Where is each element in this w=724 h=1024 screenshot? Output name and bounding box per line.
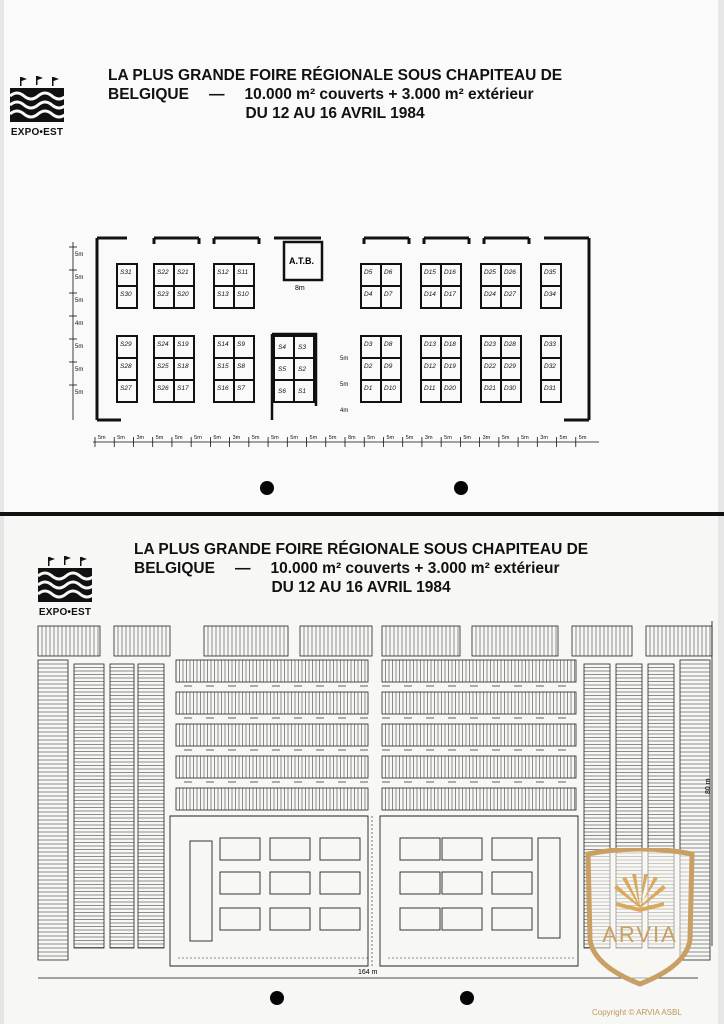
dimension-lines (69, 242, 599, 447)
stand-label: S21 (177, 269, 189, 276)
stand-label: S27 (120, 385, 132, 392)
stand-label: S4 (278, 344, 286, 351)
stand-label: D19 (444, 363, 456, 370)
title-line-2-left: BELGIQUE (134, 560, 215, 577)
stand-block (400, 872, 440, 894)
stand-label: S28 (120, 363, 132, 370)
title-line-1: LA PLUS GRANDE FOIRE RÉGIONALE SOUS CHAPITEAU DE (134, 541, 589, 558)
stand-block (442, 908, 482, 930)
stand-column (74, 664, 104, 948)
dimension-label: 5m (386, 435, 395, 441)
stand-block (270, 908, 310, 930)
stand-label: D26 (504, 269, 516, 276)
atb-label: A.T.B. (289, 256, 315, 266)
width-label: 164 m (358, 969, 378, 976)
title-line-2-right: 10.000 m² couverts + 3.000 m² extérieur (244, 86, 534, 103)
stand-label: D17 (444, 291, 456, 298)
page-title (108, 66, 562, 123)
stand-row (176, 724, 368, 746)
logo-waves-icon (36, 554, 94, 606)
dimension-label: 5m (559, 435, 568, 441)
dimension-label: 5m (75, 275, 84, 281)
stand-label: D1 (364, 385, 373, 392)
dimension-label: 5m (444, 435, 452, 441)
title-line-3: DU 12 AU 16 AVRIL 1984 (271, 579, 451, 596)
expo-est-logo (8, 74, 66, 138)
stand-label: D28 (504, 341, 516, 348)
dimension-label: 5m (328, 435, 337, 441)
stand-block (270, 838, 310, 860)
stand-label: D35 (544, 269, 556, 276)
height-label: 80 m (705, 778, 712, 794)
stand-block (492, 908, 532, 930)
dimension-label: 4m (340, 408, 349, 414)
stand-label: S20 (177, 291, 189, 298)
stand-label: D20 (444, 385, 456, 392)
stand-label: S31 (120, 269, 132, 276)
stand-row (382, 756, 576, 778)
stand-label: S16 (217, 385, 229, 392)
dimension-label: 5m (290, 435, 298, 441)
stand-row (176, 692, 368, 714)
stand-label: S23 (157, 291, 169, 298)
stand-label: S3 (298, 344, 306, 351)
dimension-label: 5m (155, 435, 164, 441)
dimension-label: 5m (98, 435, 106, 441)
dimension-label: 5m (367, 435, 375, 441)
stand-block (320, 908, 360, 930)
stand-label: S24 (157, 341, 169, 348)
arvia-watermark-shield (582, 848, 698, 988)
stand-block (400, 908, 440, 930)
dimension-label: 5m (174, 435, 183, 441)
title-line-1: LA PLUS GRANDE FOIRE RÉGIONALE SOUS CHAPITEAU DE (108, 67, 563, 84)
stand-block (320, 838, 360, 860)
perimeter-stands (300, 626, 372, 656)
stand-label: D27 (504, 291, 516, 298)
stand-label: S10 (237, 291, 249, 298)
title-line-2-right: 10.000 m² couverts + 3.000 m² extérieur (270, 560, 560, 577)
stand-label: S29 (120, 341, 132, 348)
stand-label: D30 (504, 385, 516, 392)
stand-label: S17 (177, 385, 189, 392)
stand-block (190, 841, 212, 941)
perimeter-stands (472, 626, 558, 656)
title-line-2-left: BELGIQUE (108, 86, 189, 103)
stand-label: S6 (278, 388, 286, 395)
dimension-label: 5m (75, 390, 84, 396)
stand-label: D10 (384, 385, 396, 392)
dimension-label: 5m (463, 435, 472, 441)
stand-label: S13 (217, 291, 229, 298)
stand-column (110, 664, 134, 948)
stand-label: D21 (484, 385, 496, 392)
atb-dim-label: 8m (295, 285, 305, 292)
binder-hole (454, 481, 468, 495)
stand-label: D23 (484, 341, 496, 348)
dimension-label: 5m (75, 252, 84, 258)
stand-label: D4 (364, 291, 373, 298)
stand-label: D34 (544, 291, 556, 298)
page-title (134, 540, 588, 597)
stand-block (492, 838, 532, 860)
dimension-label: 3m (232, 435, 241, 441)
dimension-label: 3m (540, 435, 548, 441)
stand-label: D12 (424, 363, 436, 370)
dimension-label: 5m (75, 344, 84, 350)
title-line-3: DU 12 AU 16 AVRIL 1984 (245, 105, 425, 122)
stand-label: S7 (237, 385, 245, 392)
dimension-label: 3m (482, 435, 491, 441)
binder-hole (260, 481, 274, 495)
stand-column (138, 664, 164, 948)
stand-label: S19 (177, 341, 189, 348)
title-line-2-dash: — (234, 560, 251, 577)
dimension-label: 5m (405, 435, 414, 441)
stand-row (382, 692, 576, 714)
stand-block (270, 872, 310, 894)
stand-label: S8 (237, 363, 245, 370)
perimeter-stands (572, 626, 632, 656)
dimension-label: 5m (578, 435, 587, 441)
stand-row (382, 660, 576, 682)
stand-block (442, 838, 482, 860)
stand-label: D33 (544, 341, 556, 348)
dimension-label: 5m (309, 435, 318, 441)
logo-text: EXPO•EST (38, 607, 92, 618)
stand-grid (117, 264, 561, 420)
stand-label: D14 (424, 291, 436, 298)
dimension-label: 5m (271, 435, 279, 441)
dimension-label: 5m (213, 435, 222, 441)
stand-block (400, 838, 440, 860)
perimeter-stands (38, 660, 68, 960)
stand-block (220, 908, 260, 930)
stand-block (220, 872, 260, 894)
stand-row (176, 660, 368, 682)
stand-label: D18 (444, 341, 456, 348)
copyright-text: Copyright © ARVIA ASBL (592, 1008, 682, 1017)
dimension-label: 5m (340, 382, 349, 388)
stand-label: D6 (384, 269, 393, 276)
perimeter-stands (204, 626, 288, 656)
stand-label: D2 (364, 363, 373, 370)
stand-row (382, 724, 576, 746)
stand-label: D7 (384, 291, 393, 298)
stand-label: S5 (278, 366, 286, 373)
dimension-label: 5m (501, 435, 510, 441)
stand-label: D32 (544, 363, 556, 370)
stand-label: D5 (364, 269, 373, 276)
stand-label: D16 (444, 269, 456, 276)
stand-row (176, 788, 368, 810)
stand-row (176, 756, 368, 778)
stand-label: D11 (424, 385, 436, 392)
dimension-label: 3m (424, 435, 433, 441)
dimension-label: 4m (75, 321, 84, 327)
dimension-label: 5m (75, 298, 84, 304)
stand-label: D24 (484, 291, 496, 298)
dimension-label: 5m (194, 435, 202, 441)
stand-block (442, 872, 482, 894)
watermark-text: ARVIA (602, 922, 678, 947)
dimension-label: 3m (136, 435, 145, 441)
logo-waves-icon (8, 74, 66, 126)
stand-label: D22 (484, 363, 496, 370)
stand-label: D8 (384, 341, 393, 348)
perimeter-stands (646, 626, 712, 656)
stand-label: S25 (157, 363, 169, 370)
stand-label: D31 (544, 385, 556, 392)
dimension-label: 8m (348, 435, 356, 441)
stand-label: S12 (217, 269, 229, 276)
stand-label: D9 (384, 363, 393, 370)
perimeter-stands (38, 626, 100, 656)
dimension-label: 5m (340, 356, 349, 362)
stand-label: S30 (120, 291, 132, 298)
stand-label: S18 (177, 363, 189, 370)
perimeter-stands (382, 626, 460, 656)
binder-hole (270, 991, 284, 1005)
stand-label: S9 (237, 341, 245, 348)
stand-block (320, 872, 360, 894)
stand-label: D3 (364, 341, 373, 348)
expo-est-logo (36, 554, 94, 618)
stand-block (220, 838, 260, 860)
dimension-label: 5m (251, 435, 260, 441)
dimension-label: 5m (117, 435, 125, 441)
stand-label: D13 (424, 341, 436, 348)
stand-row (382, 788, 576, 810)
title-line-2-dash: — (208, 86, 225, 103)
stand-label: S22 (157, 269, 169, 276)
stand-label: D29 (504, 363, 516, 370)
stand-label: D25 (484, 269, 496, 276)
stand-label: S26 (157, 385, 169, 392)
brochure-page-top (4, 0, 718, 512)
stand-label: S2 (298, 366, 306, 373)
perimeter-stands (114, 626, 170, 656)
stand-block (538, 838, 560, 938)
stand-label: S1 (298, 388, 306, 395)
binder-hole (460, 991, 474, 1005)
dimension-label: 5m (521, 435, 529, 441)
stand-label: S11 (237, 269, 249, 276)
dimension-label: 5m (75, 367, 84, 373)
stand-label: S15 (217, 363, 229, 370)
stand-block (492, 872, 532, 894)
floor-plan-stands (59, 230, 609, 455)
stand-label: S14 (217, 341, 229, 348)
stand-label: D15 (424, 269, 436, 276)
logo-text: EXPO•EST (10, 127, 64, 138)
